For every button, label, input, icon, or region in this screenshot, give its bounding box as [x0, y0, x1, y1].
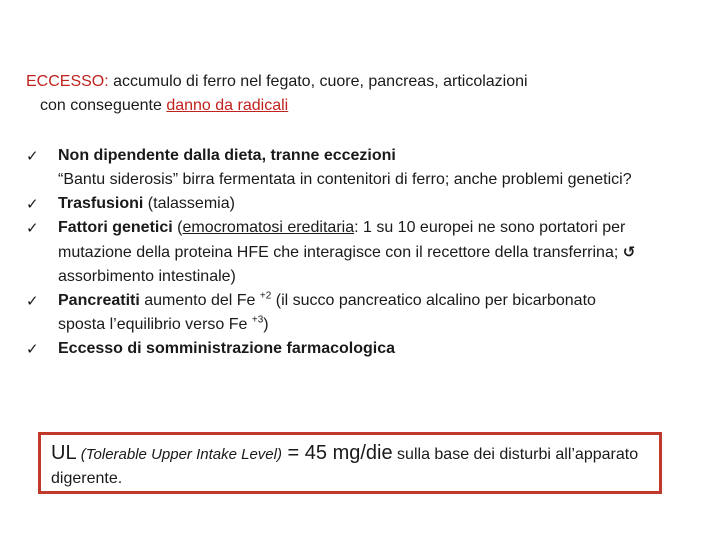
list-item: ✓ Fattori genetici (emocromatosi ereditaria: 1 su 10 europei ne sono portatori per mutazione della proteina HFE che interagisce con il recettore della transferrina; ↺ assorbimento intestinale) — [26, 216, 646, 289]
list-item — [26, 144, 646, 192]
cause-title: Eccesso di somministrazione farmacologica — [58, 340, 396, 357]
charge-superscript: +3 — [251, 314, 264, 326]
check-icon: ✓ — [26, 147, 39, 165]
circular-arrow-icon: ↺ — [622, 243, 636, 261]
ul-full-name: (Tolerable Upper Intake Level) — [76, 446, 282, 463]
charge-superscript: +2 — [259, 290, 272, 302]
check-icon: ✓ — [26, 195, 39, 213]
ul-value: = 45 mg/die — [281, 442, 393, 464]
cause-title: Fattori genetici — [58, 219, 173, 236]
excess-label: ECCESSO: — [26, 73, 109, 90]
cause-title: Trasfusioni — [58, 195, 144, 212]
check-icon: ✓ — [26, 292, 39, 310]
intro-line-1: accumulo di ferro nel fegato, cuore, pancreas, articolazioni — [108, 73, 528, 90]
radical-damage-text: danno da radicali — [166, 97, 289, 114]
cause-title: Non dipendente dalla dieta, tranne eccezioni — [58, 147, 396, 164]
list-item — [26, 192, 646, 216]
intro-paragraph — [26, 70, 666, 118]
cause-detail: (talassemia) — [143, 195, 235, 212]
intro-line-2: con conseguente danno da radicali — [40, 97, 289, 114]
ul-description: sulla base dei disturbi all’apparato digerente. — [51, 446, 639, 487]
list-item: ✓ Pancreatiti aumento del Fe $^{+2}$ (il succo pancreatico alcalino per bicarbonato sposta l’equilibrio verso Fe $^{+3}$) — [26, 290, 596, 333]
causes-list — [26, 144, 646, 361]
hemochromatosis-text: emocromatosi ereditaria — [182, 219, 355, 236]
ul-callout-box — [38, 432, 662, 494]
check-icon: ✓ — [26, 340, 39, 358]
cause-detail: “Bantu siderosis” birra fermentata in contenitori di ferro; anche problemi genetici? — [58, 171, 632, 188]
list-item — [26, 337, 646, 361]
cause-title: Pancreatiti — [58, 292, 140, 309]
check-icon: ✓ — [26, 219, 39, 237]
ul-abbreviation: UL — [51, 442, 77, 464]
